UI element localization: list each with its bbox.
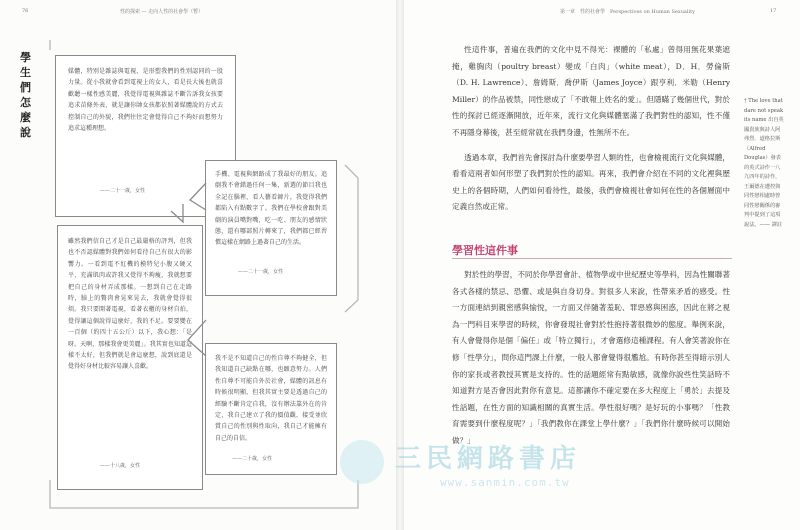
right-page-number: 17	[770, 8, 777, 14]
intro-text	[452, 42, 730, 224]
watermark-logo	[340, 440, 384, 484]
intro-paragraph-2: 透過本章，我們首先會探討為什麼要學習人類的性，也會檢視流行文化與媒體，看看這兩者如何形塑了我們對於性的認知。再來，我們會介紹在不同的文化裡與歷史上的各個時期，人們如何看待性，最後，我們會檢視社會如何在性的各個層面中定義自然或正常。	[452, 152, 730, 212]
translator-note	[744, 97, 784, 230]
section-rule	[452, 258, 732, 259]
left-page-number: 76	[22, 8, 29, 14]
quote-text-3: 雖然我們信自己才是自己最嚴格的評判，但我也不否認媒體對我們如何看待自己有很大的影響力。一看到電不紅機的模特兒小腹又硬又平，充滿肌肉或許我又覺得不夠瘦，我就想要把自己的身材弄成那樣。一想到自己在走路時，臉上的贅肉會晃來晃去，我就會覺得很煩。我只要開著電視，看著衣櫃的身材自拍，覺得讓這個說得這麼好，我的不足。要要變在一百個（約四十五公斤）以下，我心想：「是呀，天啊，那樣我會更美麗」。我其實也知道這樣不太好，但我們就是會這麼想，說到底還是覺得好身材比較容易讓人喜歡。	[68, 238, 192, 371]
note-text: The love that dare not speak its name 出自英國貴族與詩人阿弗烈．道格拉斯（Alfred Douglas）發表的英式詩作一八九四年的詩作，王爾德在遭控與同性戀相處時曾同性戀關係的審判中提到了這項說法。—— 譯註	[744, 98, 784, 228]
note-marker: †	[744, 98, 747, 104]
quote-text-2: 手機、電視與網路成了我最好的朋友。追劇我不會錯過任何一集，新選的節目我也全記在腦裡，看人藝看韓片，我覺得我們都陷入有點數字了。我們在學校會跟對美劇的演員嘴對嘴，吃一吃、朋友的感情狀態，還有哪部照片轉來了，我們都已經習慣這樣在網路上過著自己的生活。	[215, 171, 327, 247]
quote-signature-1: ——二十一歲，女性	[100, 188, 146, 194]
section-heading: 學習性這件事	[452, 244, 518, 257]
students-say-title: 學生們怎麼說	[20, 51, 31, 139]
quote-bubble-3	[57, 225, 203, 490]
watermark-text: 三民網路書店	[395, 444, 582, 474]
quote-text-4: 我不是不知道自己的性自尊不夠健全，但我知道自己缺點在哪，也願意努力。人們性自尊不可能自外於社會，媒體的訊息有時候很明顯，但我其實主要是透過自己的經驗不斷肯定自我，沒有辦法靠外在的肯定，我自己建立了我的價值觀，接受並欣賞自己的性別與性取向，我自己才能擁有自己的自信。	[215, 355, 327, 442]
intro-paragraph-1: 性這件事，普遍在我們的文化中見不得光：裸體的「私處」曾得用無花果葉遮掩，雞胸肉（poultry breast）變成「白肉」（white meat），D．H．勞倫斯（D. H. Lawrence）、詹姆斯．喬伊斯（James Joyce）跟亨利．米勒（Henry Miller）的作品被禁，同性戀成了「不敢報上姓名的愛」。但隱瞞了幾個世代，對於性的探討已經逐漸開放，近年來，流行文化與媒體塞滿了我們對性的認知，性不僅不再隱身幕後，甚至經常就在我們身邊，性無所不在。	[452, 45, 730, 137]
quote-signature-3: ——十八歲，女性	[100, 463, 141, 469]
watermark-url: www.sanmin.com.tw	[440, 476, 570, 489]
quote-text-1: 媒體，特別是雜誌與電視，是形塑我們的性別認同的一股力量。從小我就會看到電視上的女人，看是長大後也就喜歡聽一樣性感美麗，我覺得電視與雜誌不斷告訴我女孩要追求苗條外表，就是讓你帥女孩都依照著媒體說的方式去控制自己的外貌，我們往往定會覺得自己不夠好而想努力追求這種理想。	[68, 68, 223, 133]
quote-signature-4: ——二十歲，女性	[232, 456, 273, 462]
section-paragraph-1: 對於性的學習，不同於你學習會計、植物學或中世紀歷史等學科，因為性關聯著各式各樣的禁忌、恐懼、或是與自身切身。對很多人來說，性帶來矛盾的感受。性一方面連結到親密感與愉悅，一方面又伴隨著羞恥、罪惡感與困惑，因此在將之視為一門科目來學習的時候，你會發現社會對於性抱持著很微妙的態度。舉例來說，有人會覺得你是個「偏任」或「特立獨行」，才會選修這種課程。有人會笑著說你在修「性學分」，問你這門課上什麼，一般人都會覺得很尷尬。有時你甚至得暗示別人你的家長或者教授其實是支持的。性的話題經常有點敏感，就像你說些性笑話時不知道對方是否會因此對你有意見。這都讓你不確定要在多大程度上「勇於」去提及性話題，在性方面的知識相關的真實生活。學性很好嗎？是好玩的小事嗎？「性教育需要到什麼程度呢？」「我們教你在課堂上學什麼？」「我們你什麼時候可以開始做？」	[452, 270, 730, 445]
right-running-head: 第一章 性的社會學 Perspectives on Human Sexuality	[560, 9, 695, 15]
quote-bubble-2	[205, 160, 337, 296]
left-running-head: 性的探索 — 走向人性的社會學（暫）	[120, 9, 204, 15]
quote-signature-2: ——二十一歲，女性	[238, 269, 284, 275]
